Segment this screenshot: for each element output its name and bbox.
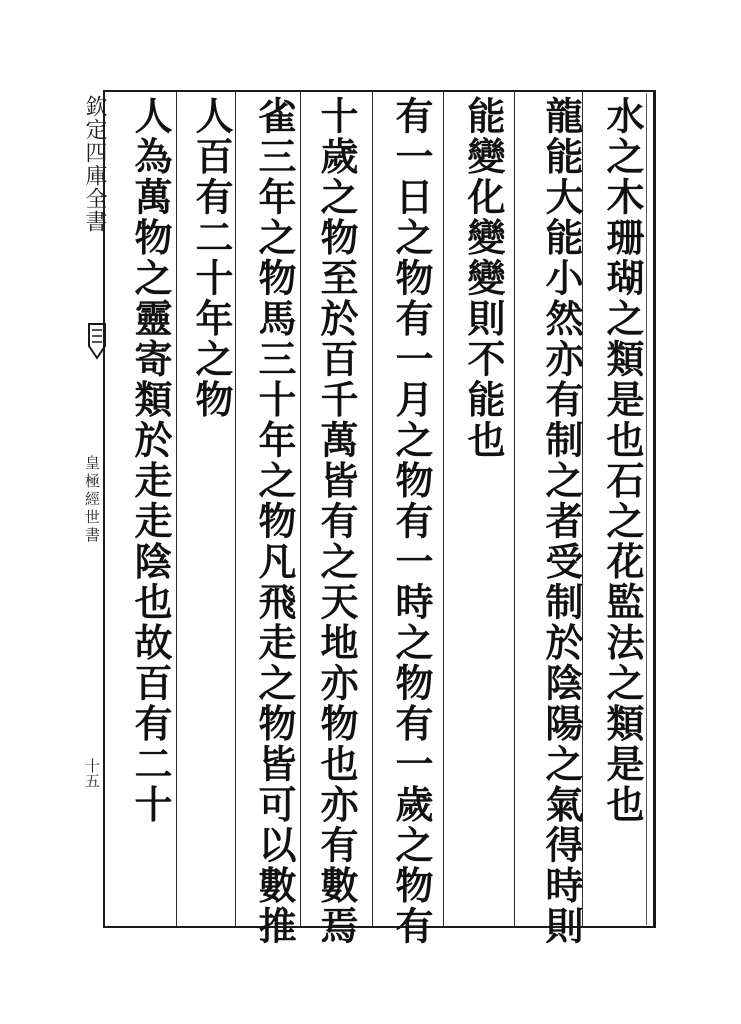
margin-book-title: 欽定四庫全書 [82, 95, 107, 233]
text-column-8: 人為萬物之靈寄類於走走陰也故百有二十 [128, 96, 173, 825]
column-rule [176, 92, 177, 926]
text-column-6: 雀三年之物馬三十年之物凡飛走之物皆可以數推 [252, 96, 297, 947]
column-rule [514, 92, 515, 926]
text-column-1: 水之木珊瑚之類是也石之花監法之類是也 [600, 96, 645, 825]
text-column-2: 龍能大能小然亦有制之者受制於陰陽之氣得時則 [539, 96, 584, 947]
column-rule [443, 92, 444, 926]
margin-page-number: 十五 [83, 758, 101, 788]
text-column-7: 人百有二十年之物 [189, 96, 234, 420]
column-rule [300, 92, 301, 926]
text-column-5: 十歲之物至於百千萬皆有之天地亦物也亦有數焉 [314, 96, 359, 947]
fishtail-mark-icon [86, 322, 108, 362]
text-column-3: 能變化變變則不能也 [461, 96, 506, 461]
column-rule [372, 92, 373, 926]
text-column-4: 有一日之物有一月之物有一時之物有一歲之物有 [389, 96, 434, 947]
margin-section-title: 皇極經世書 [83, 455, 101, 545]
